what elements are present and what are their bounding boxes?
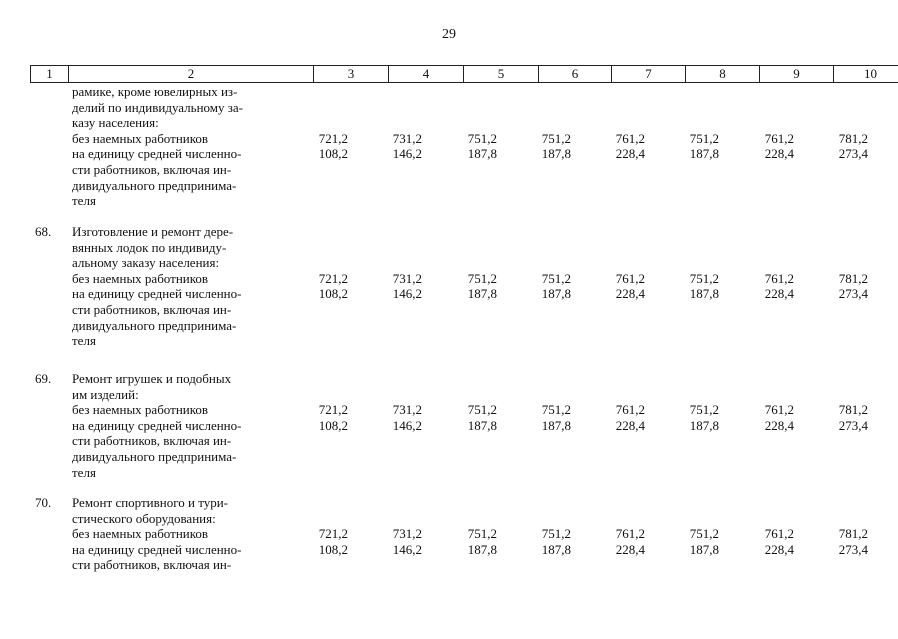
value-cell-col-10: 781,2: [838, 526, 868, 542]
description-line: альному заказу населения:: [72, 255, 220, 271]
value-cell-col-4: 146,2: [392, 541, 422, 557]
value-cell-col-5: 187,8: [467, 417, 497, 433]
value-line: [0, 402, 898, 418]
value-cell-col-8: 751,2: [689, 402, 719, 418]
value-cell-col-10: 273,4: [838, 541, 868, 557]
value-cell-col-6: 187,8: [541, 417, 571, 433]
value-cell-col-10: 781,2: [838, 270, 868, 286]
value-cell-col-9: 228,4: [764, 417, 794, 433]
value-cell-col-6: 187,8: [541, 286, 571, 302]
row-values: [0, 271, 898, 302]
value-cell-col-8: 751,2: [689, 130, 719, 146]
value-cell-col-9: 228,4: [764, 146, 794, 162]
value-cell-col-10: 273,4: [838, 286, 868, 302]
value-cell-col-8: 187,8: [689, 541, 719, 557]
description-line: на единицу средней численно-: [72, 541, 242, 557]
value-cell-col-4: 146,2: [392, 417, 422, 433]
description-line: дивидуального предпринима-: [72, 317, 237, 333]
value-cell-col-9: 761,2: [764, 526, 794, 542]
description-line: казу населения:: [72, 115, 159, 131]
header-cell-10: 10: [864, 66, 877, 81]
description-line: без наемных работников: [72, 130, 209, 146]
value-cell-col-4: 146,2: [392, 286, 422, 302]
value-cell-col-8: 751,2: [689, 526, 719, 542]
value-cell-col-3: 108,2: [318, 286, 348, 302]
header-cell-3: 3: [314, 66, 389, 82]
value-cell-col-5: 187,8: [467, 146, 497, 162]
description-line: им изделий:: [72, 386, 139, 402]
description-line: рамике, кроме ювелирных из-: [72, 84, 238, 99]
description-line: Ремонт игрушек и подобных: [72, 371, 232, 386]
row-number: 70.: [35, 495, 52, 510]
value-cell-col-9: 761,2: [764, 402, 794, 418]
header-cell-5: 5: [464, 66, 539, 82]
value-cell-col-5: 751,2: [467, 526, 497, 542]
value-line: [0, 131, 898, 147]
row-number: 68.: [35, 224, 52, 239]
row-values: [0, 131, 898, 162]
value-cell-col-4: 731,2: [392, 130, 422, 146]
header-cell-8: 8: [686, 66, 760, 82]
row-number: 69.: [35, 371, 52, 386]
row-values: [0, 526, 898, 557]
value-cell-col-8: 187,8: [689, 146, 719, 162]
header-cell-6: 6: [539, 66, 612, 82]
value-cell-col-10: 781,2: [838, 130, 868, 146]
description-line: без наемных работников: [72, 270, 209, 286]
value-cell-col-6: 751,2: [541, 270, 571, 286]
value-cell-col-9: 228,4: [764, 541, 794, 557]
description-line: сти работников, включая ин-: [72, 433, 232, 449]
description-line: Изготовление и ремонт дере-: [72, 224, 234, 239]
value-cell-col-7: 228,4: [615, 146, 645, 162]
value-line: [0, 146, 898, 162]
value-line: [0, 418, 898, 434]
value-line: [0, 526, 898, 542]
table-row: [0, 224, 898, 371]
description-line: на единицу средней численно-: [72, 417, 242, 433]
table-row: [0, 371, 898, 495]
value-cell-col-5: 187,8: [467, 541, 497, 557]
value-cell-col-3: 108,2: [318, 541, 348, 557]
description-line: на единицу средней численно-: [72, 146, 242, 162]
value-cell-col-4: 731,2: [392, 526, 422, 542]
value-cell-col-7: 228,4: [615, 541, 645, 557]
description-line: без наемных работников: [72, 526, 209, 542]
value-cell-col-9: 228,4: [764, 286, 794, 302]
value-cell-col-3: 108,2: [318, 146, 348, 162]
value-cell-col-6: 751,2: [541, 402, 571, 418]
value-cell-col-6: 187,8: [541, 146, 571, 162]
value-cell-col-6: 751,2: [541, 526, 571, 542]
description-line: дивидуального предпринима-: [72, 177, 237, 193]
header-cell-7: 7: [612, 66, 686, 82]
description-line: Ремонт спортивного и тури-: [72, 495, 228, 510]
value-cell-col-9: 761,2: [764, 130, 794, 146]
value-cell-col-3: 721,2: [318, 130, 348, 146]
header-cell-9: 9: [760, 66, 834, 82]
value-cell-col-7: 228,4: [615, 286, 645, 302]
value-cell-col-3: 721,2: [318, 526, 348, 542]
value-cell-col-7: 761,2: [615, 270, 645, 286]
table-row: [0, 84, 898, 224]
value-cell-col-8: 187,8: [689, 417, 719, 433]
description-line: дивидуального предпринима-: [72, 448, 237, 464]
value-line: [0, 286, 898, 302]
value-cell-col-7: 761,2: [615, 130, 645, 146]
description-line: делий по индивидуальному за-: [72, 99, 243, 115]
value-cell-col-8: 187,8: [689, 286, 719, 302]
value-cell-col-7: 761,2: [615, 402, 645, 418]
table-header-row: [30, 65, 898, 83]
value-cell-col-3: 721,2: [318, 270, 348, 286]
table-row: [0, 495, 898, 585]
value-cell-col-10: 273,4: [838, 146, 868, 162]
value-cell-col-4: 731,2: [392, 402, 422, 418]
header-cell-1: 1: [31, 66, 69, 82]
value-line: [0, 542, 898, 558]
value-cell-col-4: 731,2: [392, 270, 422, 286]
description-line: на единицу средней численно-: [72, 286, 242, 302]
description-line: теля: [72, 333, 96, 349]
value-line: [0, 271, 898, 287]
value-cell-col-4: 146,2: [392, 146, 422, 162]
header-cell-4: 4: [389, 66, 464, 82]
value-cell-col-5: 751,2: [467, 130, 497, 146]
value-cell-col-5: 187,8: [467, 286, 497, 302]
value-cell-col-7: 761,2: [615, 526, 645, 542]
description-line: стического оборудования:: [72, 510, 216, 526]
value-cell-col-3: 721,2: [318, 402, 348, 418]
description-line: вянных лодок по индивиду-: [72, 239, 227, 255]
value-cell-col-7: 228,4: [615, 417, 645, 433]
value-cell-col-6: 187,8: [541, 541, 571, 557]
value-cell-col-9: 761,2: [764, 270, 794, 286]
value-cell-col-6: 751,2: [541, 130, 571, 146]
table-body: [0, 84, 898, 585]
description-line: без наемных работников: [72, 402, 209, 418]
page-number: 29: [442, 27, 456, 42]
value-cell-col-3: 108,2: [318, 417, 348, 433]
value-cell-col-5: 751,2: [467, 402, 497, 418]
header-cell-2: 2: [69, 66, 314, 82]
description-line: теля: [72, 464, 96, 480]
description-line: сти работников, включая ин-: [72, 557, 232, 573]
value-cell-col-8: 751,2: [689, 270, 719, 286]
description-line: сти работников, включая ин-: [72, 161, 232, 177]
value-cell-col-10: 273,4: [838, 417, 868, 433]
description-line: сти работников, включая ин-: [72, 301, 232, 317]
row-values: [0, 402, 898, 433]
value-cell-col-5: 751,2: [467, 270, 497, 286]
description-line: теля: [72, 193, 96, 209]
value-cell-col-10: 781,2: [838, 402, 868, 418]
